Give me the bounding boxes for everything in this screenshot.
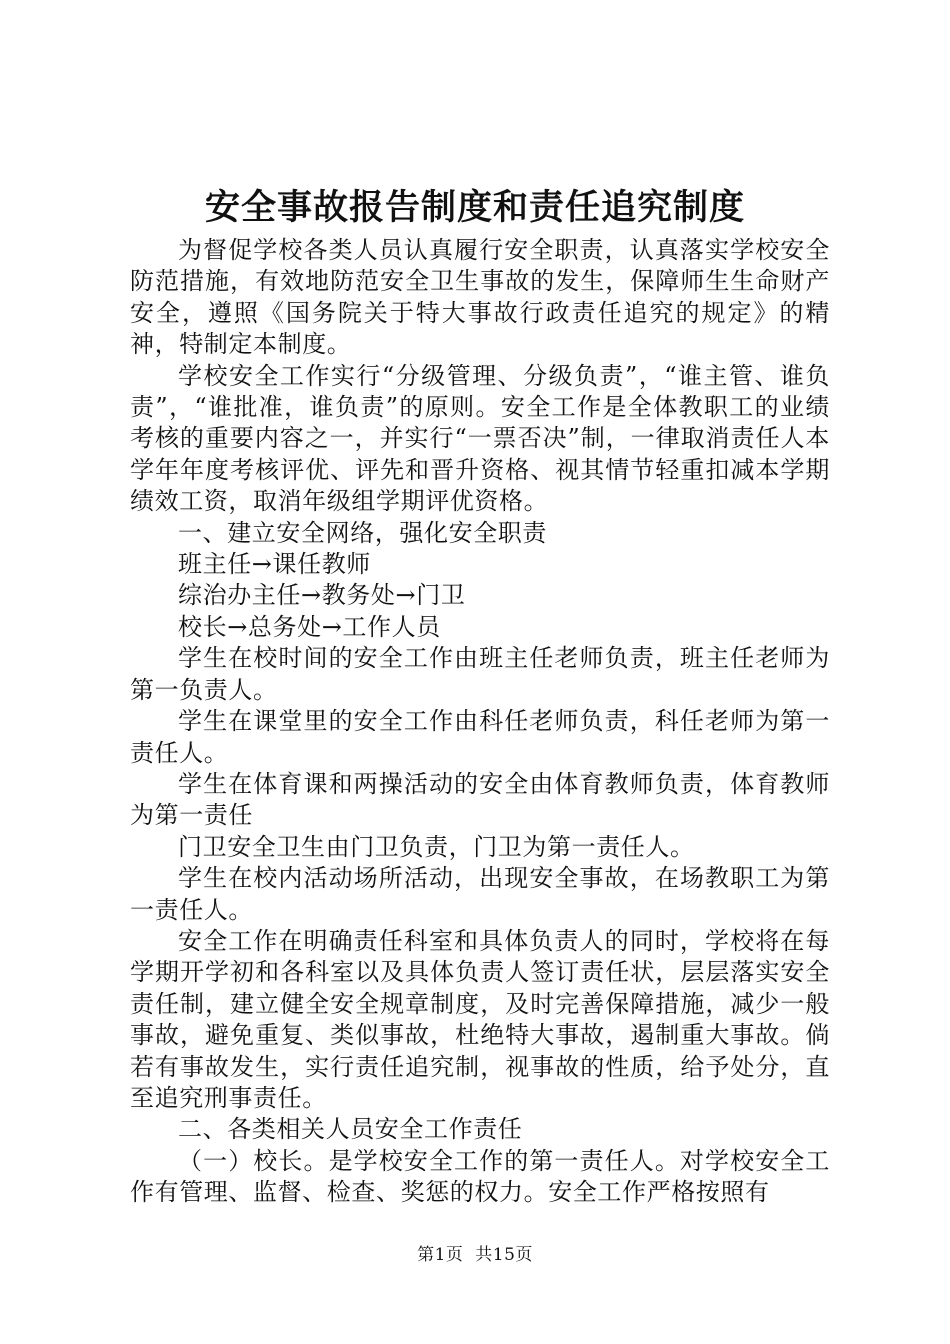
paragraph: 安全工作在明确责任科室和具体负责人的同时，学校将在每学期开学初和各科室以及具体负责人签订责任状，层层落实安全责任制，建立健全安全规章制度，及时完善保障措施，减少一般事故，避免重复、类似事故，杜绝特大事故，遏制重大事故。倘若有事故发生，实行责任追究制，视事故的性质，给予处分，直至追究刑事责任。 xyxy=(130,926,830,1112)
hierarchy-line: 综治办主任→教务处→门卫 xyxy=(178,581,466,610)
document-body xyxy=(130,235,830,1209)
document-title: 安全事故报告制度和责任追究制度 xyxy=(204,188,745,228)
paragraph: 学生在课堂里的安全工作由科任老师负责，科任老师为第一责任人。 xyxy=(130,707,830,767)
paragraph: 门卫安全卫生由门卫负责，门卫为第一责任人。 xyxy=(178,832,695,861)
page-number: 第1页 xyxy=(417,1245,464,1265)
paragraph: 学生在校时间的安全工作由班主任老师负责，班主任老师为第一负责人。 xyxy=(130,644,830,704)
hierarchy-line: 校长→总务处→工作人员 xyxy=(178,612,441,641)
hierarchy-line: 班主任→课任教师 xyxy=(178,550,371,579)
paragraph: 学生在校内活动场所活动，出现安全事故，在场教职工为第一责任人。 xyxy=(130,864,830,924)
page-footer xyxy=(0,1243,950,1267)
section-heading: 一、建立安全网络，强化安全职责 xyxy=(178,518,547,547)
paragraph: 学校安全工作实行“分级管理、分级负责”，“谁主管、谁负责”，“谁批准，谁负责”的原则。安全工作是全体教职工的业绩考核的重要内容之一，并实行“一票否决”制，一律取消责任人本学年年度考核评优、评先和晋升资格、视其情节轻重扣减本学期绩效工资，取消年级组学期评优资格。 xyxy=(130,361,830,516)
paragraph: 学生在体育课和两操活动的安全由体育教师负责，体育教师为第一责任 xyxy=(130,769,830,830)
paragraph: 为督促学校各类人员认真履行安全职责，认真落实学校安全防范措施，有效地防范安全卫生事故的发生，保障师生生命财产安全，遵照《国务院关于特大事故行政责任追究的规定》的精神，特制定本制度。 xyxy=(130,236,830,359)
paragraph: （一）校长。是学校安全工作的第一责任人。对学校安全工作有管理、监督、检查、奖惩的权力。安全工作严格按照有 xyxy=(130,1146,830,1207)
page-total: 共15页 xyxy=(475,1245,533,1265)
section-heading: 二、各类相关人员安全工作责任 xyxy=(178,1115,523,1144)
